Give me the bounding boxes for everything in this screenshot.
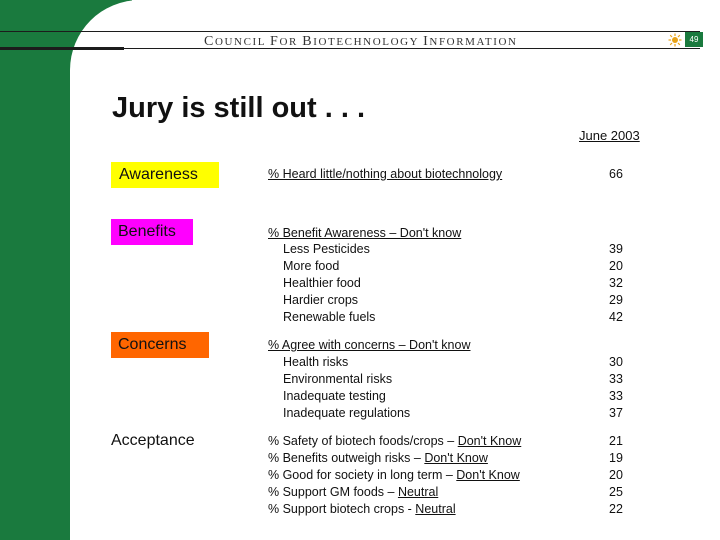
benefits-heading: % Benefit Awareness – Don't know (268, 226, 462, 240)
category-benefits: Benefits (111, 219, 193, 245)
acceptance-value: 21 (609, 434, 623, 448)
page-number: 49 (685, 32, 703, 47)
benefit-item-value: 20 (609, 259, 623, 273)
acceptance-item: % Support biotech crops - Neutral (268, 502, 456, 516)
concern-item-label: Environmental risks (283, 372, 393, 386)
acceptance-value: 19 (609, 451, 623, 465)
benefit-item-label: Renewable fuels (283, 310, 376, 324)
benefit-item-value: 42 (609, 310, 623, 324)
benefit-item-label: More food (283, 259, 340, 273)
benefit-item-value: 29 (609, 293, 623, 307)
concern-item-value: 30 (609, 355, 623, 369)
sun-logo-icon (668, 33, 682, 47)
acceptance-value: 22 (609, 502, 623, 516)
benefit-item-value: 39 (609, 242, 623, 256)
acceptance-value: 25 (609, 485, 623, 499)
benefit-item-label: Less Pesticides (283, 242, 370, 256)
awareness-heading: % Heard little/nothing about biotechnology (268, 167, 503, 181)
concerns-heading: % Agree with concerns – Don't know (268, 338, 471, 352)
header-rule-top (0, 31, 700, 32)
concern-item-label: Inadequate testing (283, 389, 386, 403)
category-acceptance: Acceptance (105, 428, 217, 454)
acceptance-item: % Good for society in long term – Don't Know (268, 468, 520, 482)
concern-item-value: 33 (609, 372, 623, 386)
acceptance-item: % Benefits outweigh risks – Don't Know (268, 451, 488, 465)
organization-name: COUNCIL FOR BIOTECHNOLOGY INFORMATION (204, 34, 518, 49)
concern-item-label: Health risks (283, 355, 349, 369)
category-concerns: Concerns (111, 332, 209, 358)
concern-item-label: Inadequate regulations (283, 406, 411, 420)
column-header-date: June 2003 (579, 128, 640, 143)
header-rule-accent (0, 47, 124, 50)
concern-item-value: 33 (609, 389, 623, 403)
benefit-item-label: Hardier crops (283, 293, 359, 307)
category-awareness: Awareness (111, 162, 219, 188)
slide-title: Jury is still out . . . (112, 92, 365, 124)
acceptance-item: % Support GM foods – Neutral (268, 485, 439, 499)
benefit-item-value: 32 (609, 276, 623, 290)
acceptance-value: 20 (609, 468, 623, 482)
concern-item-value: 37 (609, 406, 623, 420)
benefit-item-label: Healthier food (283, 276, 361, 290)
acceptance-item: % Safety of biotech foods/crops – Don't Know (268, 434, 522, 448)
awareness-value: 66 (609, 167, 623, 181)
